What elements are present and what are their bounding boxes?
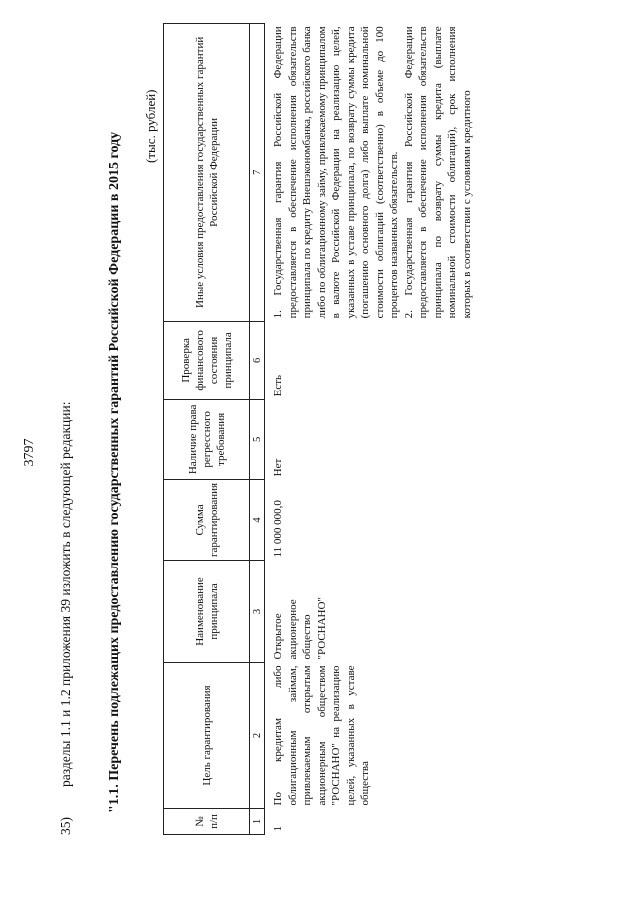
guarantee-purpose: По кредитам либо облигационным займам, привлекаемым открытым акционерным обществом "РОСНАНО" на реализацию целей, указанных в уставе общества (272, 665, 371, 806)
recourse-right: Нет (272, 458, 284, 477)
condition-paragraph: 2. Государственная гарантия Российской Федерации предоставляется в обеспечение исполнения обязательств принципала по возврату суммы кредита (выплате номинальной стоимости облигаций), срок исполнения которых в соответствии с условиями кредитного (402, 26, 473, 319)
column-number: 4 (250, 479, 265, 560)
guarantee-amount: 11 000 000,0 (272, 500, 284, 558)
amendment-text: разделы 1.1 и 1.2 приложения 39 изложить в следующей редакции: (58, 401, 73, 787)
financial-check: Есть (272, 374, 284, 397)
amendment-number: 35) (58, 817, 73, 835)
guarantees-table (163, 23, 475, 835)
column-number: 1 (250, 809, 265, 835)
amendment-paragraph (58, 402, 74, 835)
column-number: 6 (250, 321, 265, 399)
header-purpose: Цель гарантирования (164, 663, 250, 809)
principal-name: Открытое акционерное общество "РОСНАНО" (272, 597, 328, 660)
header-principal: Наименование принципала (164, 561, 250, 663)
column-number: 5 (250, 399, 265, 479)
column-number: 7 (250, 23, 265, 321)
condition-paragraph: 1. Государственная гарантия Российской Федерации предоставляется в обеспечение исполнения обязательств принципала по кредиту Внешэкономбанка, российского банка либо по облигационному займу, привлекаемому принципалом в валюте Российской Федерации на реализацию целей, указанных в уставе принципала, по возврату суммы кредита (погашению основного долга) либо выплате номинальной стоимости облигаций (соответственно) в объеме до 100 процентов названных обязательств. (272, 26, 400, 319)
row-number: 1 (272, 826, 284, 832)
page-number: 3797 (22, 438, 37, 467)
header-recourse: Наличие права регрессного требования (164, 399, 250, 479)
header-num: № п/п (164, 809, 250, 835)
header-financial-check: Проверка финансового состояния принципала (164, 321, 250, 399)
table-row (265, 23, 476, 834)
column-number: 2 (250, 663, 265, 809)
column-number-row (250, 23, 265, 834)
header-amount: Сумма гарантирования (164, 479, 250, 560)
other-conditions (265, 23, 476, 321)
column-number: 3 (250, 561, 265, 663)
units-label: (тыс. рублей) (143, 89, 158, 163)
section-title: "1.1. Перечень подлежащих предоставлению государственных гарантий Российской Федерации в 2015 году (107, 131, 122, 813)
header-other-conditions: Иные условия предоставления государственных гарантий Российской Федерации (164, 23, 250, 321)
table-header-row (164, 23, 250, 834)
